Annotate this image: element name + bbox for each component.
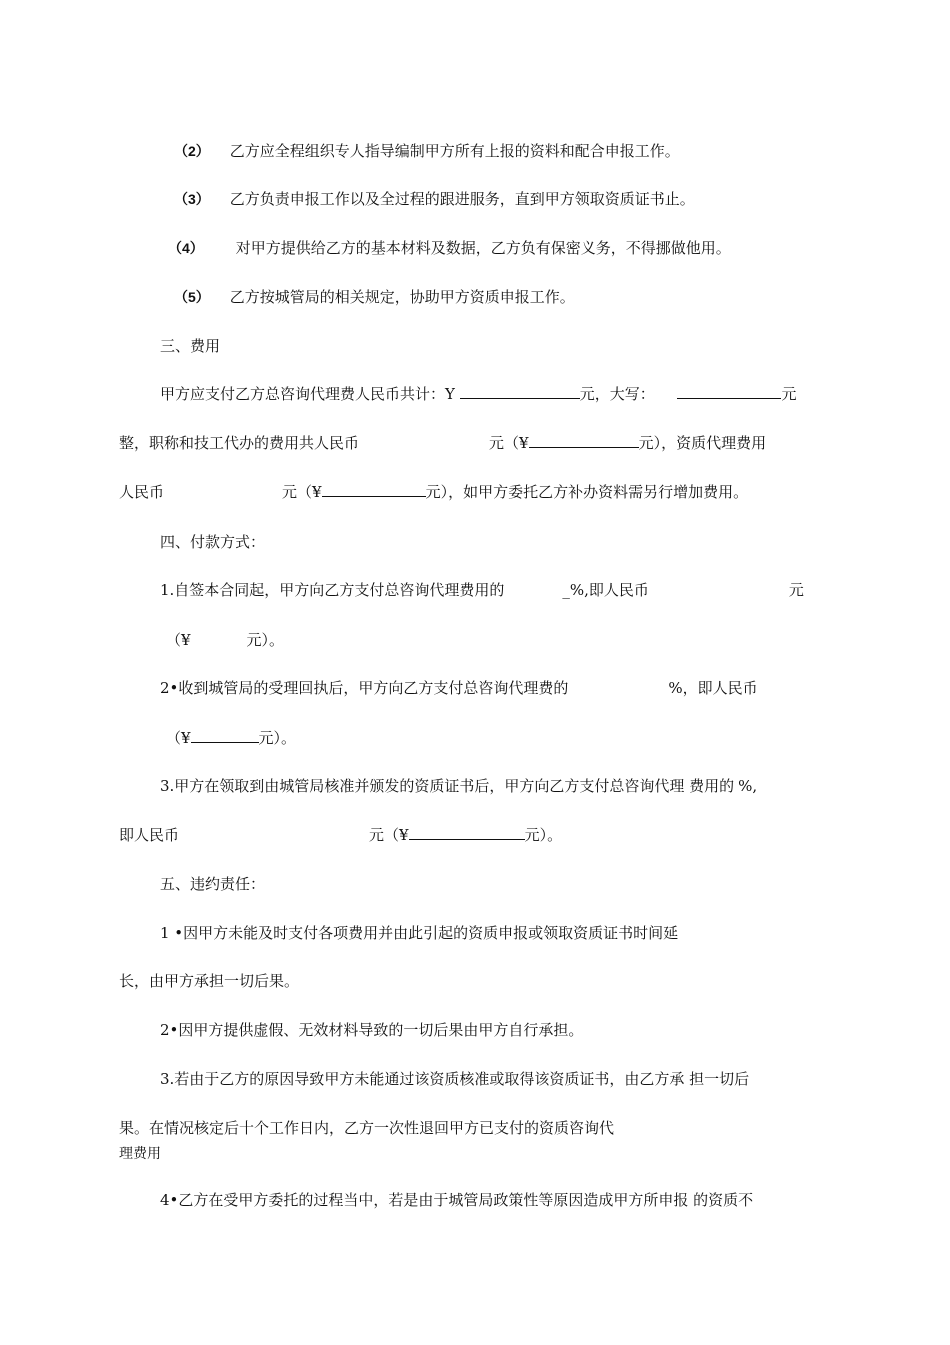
payment-text: _%,即人民币 (562, 581, 649, 599)
fee-paragraph-line-1 (160, 384, 797, 404)
item-number: （3） (174, 191, 210, 207)
fee-paragraph-line-2 (119, 433, 766, 453)
payment-text: 即人民币 (119, 826, 180, 844)
payment-item-3-cont (119, 825, 562, 845)
item-4 (168, 238, 731, 258)
fee-text: 整，职称和技工代办的费用共人民币 (119, 434, 360, 452)
fee-text: 元（¥ (489, 434, 529, 452)
payment-text: 元）。 (246, 631, 285, 649)
section-heading-payment: 四、付款方式： (160, 533, 266, 551)
item-text: 对甲方提供给乙方的基本材料及数据，乙方负有保密义务，不得挪做他用。 (235, 239, 731, 257)
payment-text: 元）。 (258, 729, 297, 747)
item-5 (174, 287, 575, 307)
amount-blank (409, 825, 525, 840)
payment-text: 3.甲方在领取到由城管局核准并颁发的资质证书后，甲方向乙方支付总咨询代理 费用的 (160, 777, 735, 795)
payment-text: 2•收到城管局的受理回执后，甲方向乙方支付总咨询代理费的 (160, 679, 569, 697)
payment-item-1-cont (166, 630, 284, 650)
payment-text: %, (738, 777, 758, 795)
section-heading-fees: 三、费用 (160, 337, 221, 355)
fee-text: 元），资质代理费用 (638, 434, 767, 452)
amount-blank (677, 384, 781, 399)
payment-item-3 (160, 776, 757, 796)
amount-blank (460, 384, 580, 399)
payment-item-2-cont (166, 728, 296, 748)
amount-blank (191, 728, 259, 743)
payment-text: 元（¥ (369, 826, 409, 844)
payment-text: 元）。 (524, 826, 563, 844)
liability-item-4: 4•乙方在受甲方委托的过程当中，若是由于城管局政策性等原因造成甲方所申报 的资质不 (160, 1191, 754, 1209)
item-number: （2） (174, 143, 210, 159)
fee-paragraph-line-3 (119, 482, 748, 502)
liability-item-3-cont: 果。在情况核定后十个工作日内，乙方一次性退回甲方已支付的资质咨询代 (119, 1119, 615, 1137)
liability-item-3-cont-2: 理费用 (119, 1146, 161, 1162)
fee-text: 元），如甲方委托乙方补办资料需另行增加费用。 (425, 483, 749, 501)
liability-item-1: 1 •因甲方未能及时支付各项费用并由此引起的资质申报或领取资质证书时间延 (160, 924, 679, 942)
payment-item-1 (160, 580, 804, 600)
fee-text: 人民币 (119, 483, 165, 501)
liability-item-3: 3.若由于乙方的原因导致甲方未能通过该资质核准或取得该资质证书，由乙方承 担一切后 (160, 1070, 750, 1088)
section-heading-liability: 五、违约责任： (160, 875, 266, 893)
item-number: （5） (174, 289, 210, 305)
liability-item-2: 2•因甲方提供虚假、无效材料导致的一切后果由甲方自行承担。 (160, 1021, 584, 1039)
payment-item-2 (160, 678, 758, 698)
amount-blank (322, 482, 426, 497)
fee-text: 元 (781, 385, 797, 403)
item-3 (174, 189, 695, 209)
amount-blank (529, 433, 639, 448)
payment-text: 1.自签本合同起，甲方向乙方支付总咨询代理费用的 (160, 581, 505, 599)
payment-text: （¥ (166, 729, 191, 747)
item-number: （4） (168, 240, 204, 256)
item-2 (174, 141, 680, 161)
item-text: 乙方应全程组织专人指导编制甲方所有上报的资料和配合申报工作。 (229, 142, 680, 160)
item-text: 乙方负责申报工作以及全过程的跟进服务，直到甲方领取资质证书止。 (229, 190, 695, 208)
payment-text: 元 (788, 581, 804, 599)
payment-text: %，即人民币 (668, 679, 758, 697)
fee-text: 甲方应支付乙方总咨询代理费人民币共计：Y (160, 385, 455, 403)
fee-text: 元，大写： (579, 385, 655, 403)
fee-text: 元（¥ (282, 483, 322, 501)
liability-item-1-cont: 长，由甲方承担一切后果。 (119, 972, 300, 990)
payment-text: （¥ (166, 631, 191, 649)
item-text: 乙方按城管局的相关规定，协助甲方资质申报工作。 (229, 288, 575, 306)
